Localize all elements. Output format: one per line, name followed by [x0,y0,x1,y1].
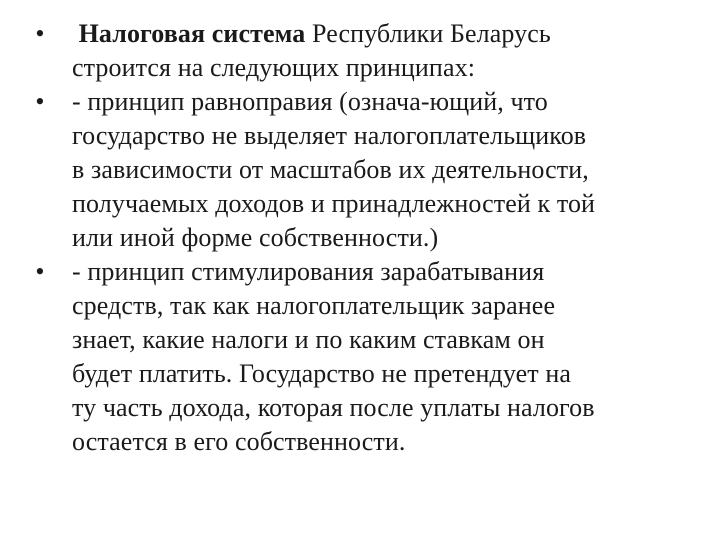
bullet-line: или иной форме собственности.) [72,223,439,252]
bullet-marker: • [35,87,45,116]
bullet-line: средств, так как налогоплательщик заранее [72,291,556,320]
bullet-list [30,17,696,459]
heading-rest-text: Республики Беларусь [305,19,551,48]
bullet-item-equality-principle [30,85,696,255]
bullet-item-tax-system [30,17,696,85]
bullet-line: государство не выделяет налогоплательщиков [72,121,587,150]
bullet-line: знает, какие налоги и по каким ставкам он [72,325,545,354]
bullet-line: ту часть дохода, которая после уплаты налогов [72,393,595,422]
bullet-item-incentive-principle [30,255,696,459]
bullet-line: в зависимости от масштабов их деятельности, [72,155,589,184]
bullet-line: строится на следующих принципах: [72,53,476,82]
bullet-line: - принцип стимулирования зарабатывания [72,257,545,286]
bullet-line: будет платить. Государство не претендует на [72,359,571,388]
bullet-marker: • [35,257,45,286]
bullet-line: получаемых доходов и принадлежностей к той [72,189,596,218]
bullet-line [72,17,696,51]
bullet-marker: • [35,19,45,48]
bullet-line: - принцип равноправия (означа-ющий, что [72,87,548,116]
bullet-line: остается в его собственности. [72,427,406,456]
bold-heading-text: Налоговая система [78,19,306,48]
